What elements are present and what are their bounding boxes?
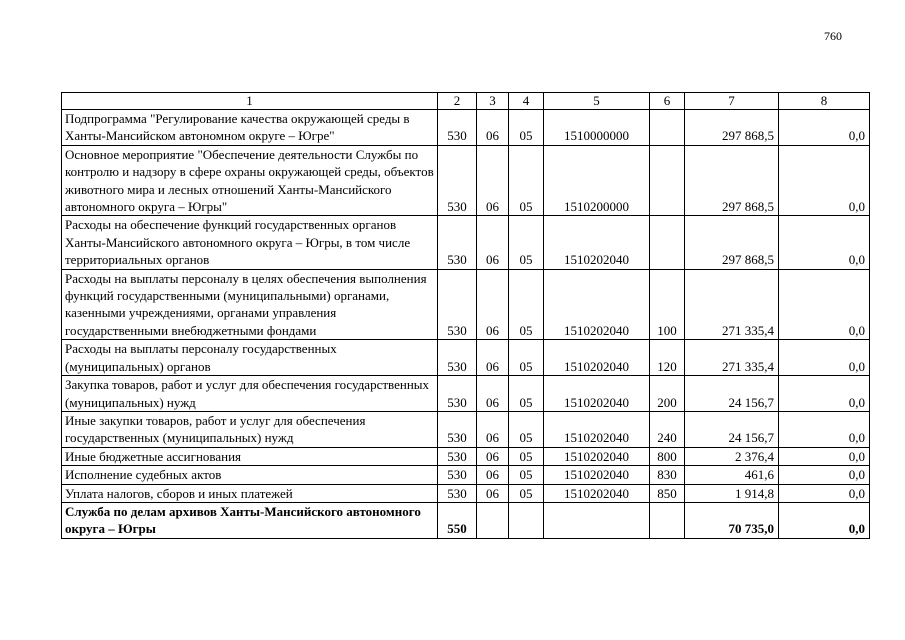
target-article-code: 1510202040	[544, 484, 650, 502]
subsection-code: 05	[509, 269, 544, 340]
expense-type-code: 830	[650, 466, 685, 484]
amount: 24 156,7	[685, 411, 779, 447]
subsection-code: 05	[509, 216, 544, 269]
amount-secondary: 0,0	[779, 484, 870, 502]
subsection-code: 05	[509, 411, 544, 447]
amount-secondary: 0,0	[779, 216, 870, 269]
expense-type-code	[650, 145, 685, 216]
column-header-8: 8	[779, 93, 870, 110]
amount-secondary: 0,0	[779, 269, 870, 340]
row-name: Исполнение судебных актов	[62, 466, 438, 484]
amount: 461,6	[685, 466, 779, 484]
expense-type-code: 100	[650, 269, 685, 340]
column-header-7: 7	[685, 93, 779, 110]
column-header-5: 5	[544, 93, 650, 110]
page-number: 760	[824, 29, 842, 43]
ministry-code: 530	[438, 484, 477, 502]
ministry-code: 530	[438, 376, 477, 412]
ministry-code: 530	[438, 216, 477, 269]
target-article-code: 1510202040	[544, 269, 650, 340]
row-name: Служба по делам архивов Ханты-Мансийского автономного округа – Югры	[62, 502, 438, 538]
table-row	[62, 269, 870, 340]
table-row	[62, 340, 870, 376]
row-name: Иные бюджетные ассигнования	[62, 447, 438, 465]
target-article-code: 1510202040	[544, 216, 650, 269]
budget-table	[61, 92, 870, 539]
expense-type-code	[650, 110, 685, 146]
amount: 70 735,0	[685, 502, 779, 538]
amount-secondary: 0,0	[779, 145, 870, 216]
amount: 297 868,5	[685, 216, 779, 269]
section-code: 06	[477, 216, 509, 269]
amount-secondary: 0,0	[779, 466, 870, 484]
row-name: Иные закупки товаров, работ и услуг для обеспечения государственных (муниципальных) нужд	[62, 411, 438, 447]
table-row	[62, 411, 870, 447]
expense-type-code: 850	[650, 484, 685, 502]
expense-type-code: 200	[650, 376, 685, 412]
table-row	[62, 484, 870, 502]
expense-type-code: 800	[650, 447, 685, 465]
table-row	[62, 216, 870, 269]
subsection-code: 05	[509, 466, 544, 484]
expense-type-code	[650, 216, 685, 269]
subsection-code: 05	[509, 110, 544, 146]
table-row	[62, 502, 870, 538]
amount-secondary: 0,0	[779, 376, 870, 412]
target-article-code: 1510200000	[544, 145, 650, 216]
subsection-code: 05	[509, 340, 544, 376]
target-article-code: 1510202040	[544, 376, 650, 412]
table-row	[62, 466, 870, 484]
section-code: 06	[477, 145, 509, 216]
expense-type-code: 240	[650, 411, 685, 447]
section-code: 06	[477, 376, 509, 412]
ministry-code: 530	[438, 466, 477, 484]
subsection-code: 05	[509, 484, 544, 502]
amount: 297 868,5	[685, 145, 779, 216]
amount-secondary: 0,0	[779, 502, 870, 538]
row-name: Закупка товаров, работ и услуг для обеспечения государственных (муниципальных) нужд	[62, 376, 438, 412]
subsection-code: 05	[509, 376, 544, 412]
amount: 271 335,4	[685, 269, 779, 340]
amount-secondary: 0,0	[779, 340, 870, 376]
amount: 297 868,5	[685, 110, 779, 146]
ministry-code: 530	[438, 411, 477, 447]
target-article-code: 1510202040	[544, 447, 650, 465]
section-code: 06	[477, 447, 509, 465]
table-row	[62, 376, 870, 412]
row-name: Расходы на выплаты персоналу государственных (муниципальных) органов	[62, 340, 438, 376]
table-row	[62, 145, 870, 216]
ministry-code: 550	[438, 502, 477, 538]
section-code	[477, 502, 509, 538]
section-code: 06	[477, 269, 509, 340]
section-code: 06	[477, 411, 509, 447]
amount-secondary: 0,0	[779, 411, 870, 447]
table-row	[62, 110, 870, 146]
amount: 24 156,7	[685, 376, 779, 412]
row-name: Расходы на выплаты персоналу в целях обеспечения выполнения функций государственными (муниципальными) органами, казенными учреждениями, органами управления государственными внебюджетными фондами	[62, 269, 438, 340]
amount-secondary: 0,0	[779, 110, 870, 146]
row-name: Расходы на обеспечение функций государственных органов Ханты-Мансийского автономного округа – Югры, в том числе территориальных органов	[62, 216, 438, 269]
column-header-6: 6	[650, 93, 685, 110]
target-article-code: 1510202040	[544, 411, 650, 447]
expense-type-code: 120	[650, 340, 685, 376]
target-article-code: 1510202040	[544, 340, 650, 376]
section-code: 06	[477, 110, 509, 146]
expense-type-code	[650, 502, 685, 538]
column-header-3: 3	[477, 93, 509, 110]
row-name: Подпрограмма "Регулирование качества окружающей среды в Ханты-Мансийском автономном округе – Югре"	[62, 110, 438, 146]
subsection-code: 05	[509, 145, 544, 216]
amount: 2 376,4	[685, 447, 779, 465]
target-article-code: 1510000000	[544, 110, 650, 146]
ministry-code: 530	[438, 110, 477, 146]
section-code: 06	[477, 340, 509, 376]
section-code: 06	[477, 466, 509, 484]
target-article-code: 1510202040	[544, 466, 650, 484]
target-article-code	[544, 502, 650, 538]
ministry-code: 530	[438, 340, 477, 376]
column-header-4: 4	[509, 93, 544, 110]
ministry-code: 530	[438, 145, 477, 216]
row-name: Основное мероприятие "Обеспечение деятельности Службы по контролю и надзору в сфере охраны окружающей среды, объектов животного мира и лесных отношений Ханты-Мансийского автономного округа – Югры"	[62, 145, 438, 216]
amount: 271 335,4	[685, 340, 779, 376]
section-code: 06	[477, 484, 509, 502]
subsection-code: 05	[509, 447, 544, 465]
column-number-row	[62, 93, 870, 110]
row-name: Уплата налогов, сборов и иных платежей	[62, 484, 438, 502]
amount-secondary: 0,0	[779, 447, 870, 465]
column-header-2: 2	[438, 93, 477, 110]
table-row	[62, 447, 870, 465]
column-header-1: 1	[62, 93, 438, 110]
amount: 1 914,8	[685, 484, 779, 502]
subsection-code	[509, 502, 544, 538]
ministry-code: 530	[438, 447, 477, 465]
ministry-code: 530	[438, 269, 477, 340]
